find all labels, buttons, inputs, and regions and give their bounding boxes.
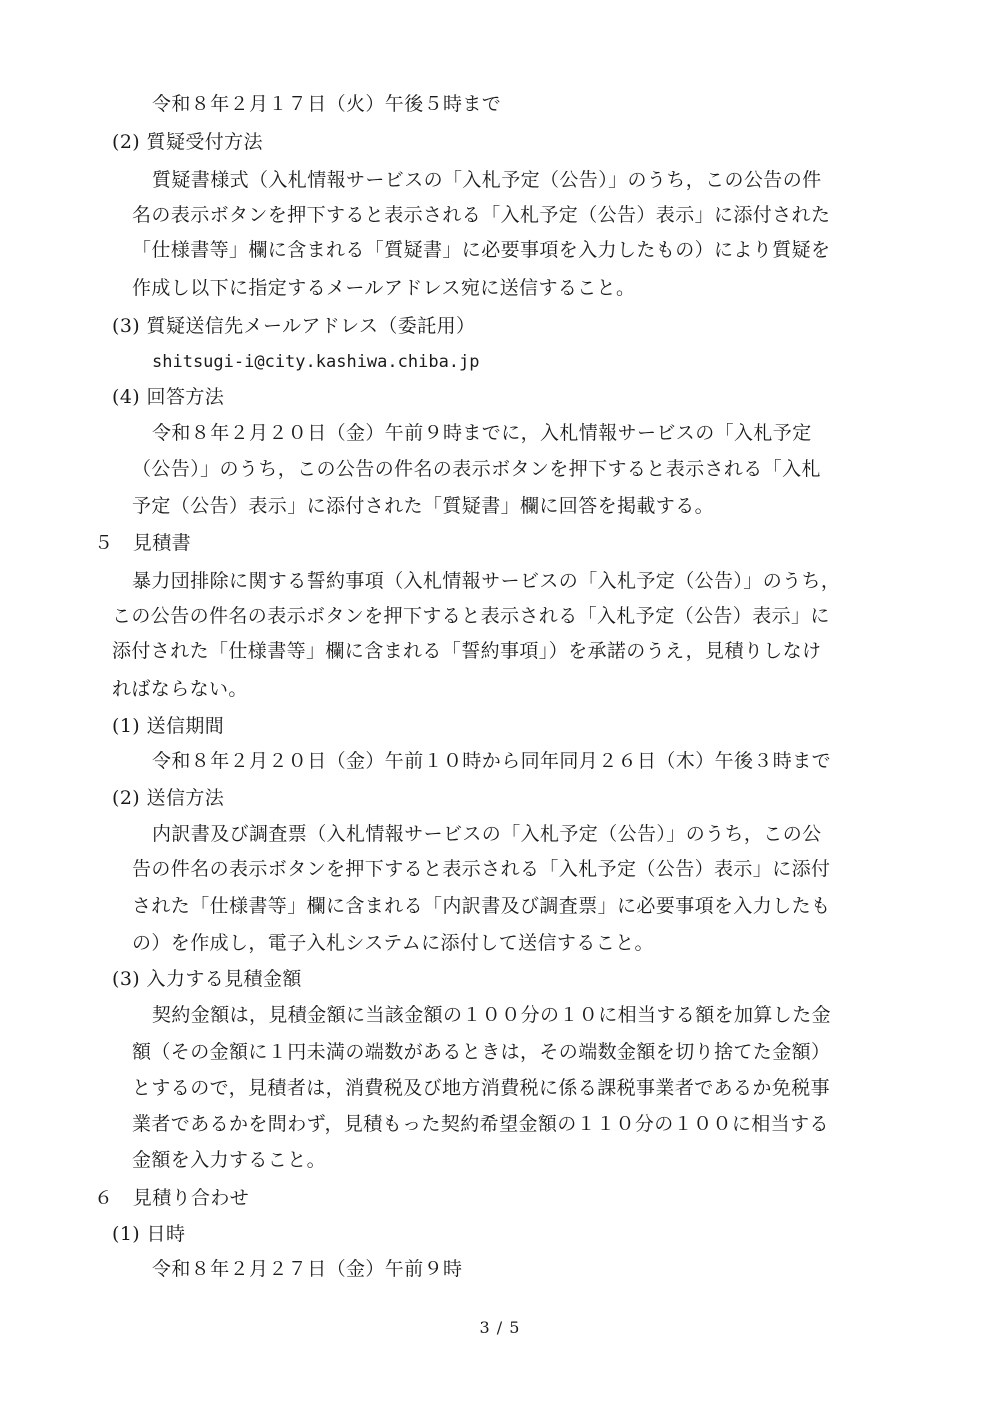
text-line: 業者であるかを問わず，見積もった契約希望金額の１１０分の１００に相当する [132, 1113, 829, 1135]
text-line: 予定（公告）表示」に添付された「質疑書」欄に回答を掲載する。 [132, 495, 715, 517]
text-line: （公告）」のうち，この公告の件名の表示ボタンを押下すると表示される「入札 [132, 458, 821, 480]
text-line: 「仕様書等」欄に含まれる「質疑書」に必要事項を入力したもの）により質疑を [132, 239, 831, 261]
text-line: の）を作成し，電子入札システムに添付して送信すること。 [132, 932, 654, 954]
text-line: この公告の件名の表示ボタンを押下すると表示される「入札予定（公告）表示」に [112, 605, 830, 627]
text-line: 額（その金額に１円未満の端数があるときは，その端数金額を切り捨てた金額） [132, 1041, 831, 1063]
sub-heading: (1) 送信期間 [112, 715, 225, 737]
sub-heading: (4) 回答方法 [112, 386, 225, 408]
email-address: shitsugi-i@city.kashiwa.chiba.jp [152, 352, 480, 372]
text-line: 金額を入力すること。 [132, 1149, 327, 1171]
text-line: 内訳書及び調査票（入札情報サービスの「入札予定（公告）」のうち，この公 [152, 823, 822, 845]
sub-heading: (1) 日時 [112, 1223, 186, 1245]
text-line: 契約金額は，見積金額に当該金額の１００分の１０に相当する額を加算した金 [152, 1004, 832, 1026]
sub-heading: (3) 質疑送信先メールアドレス（委託用） [112, 315, 476, 337]
sub-heading: (2) 送信方法 [112, 787, 225, 809]
text-line: ればならない。 [112, 678, 248, 700]
text-line: された「仕様書等」欄に含まれる「内訳書及び調査票」に必要事項を入力したも [132, 895, 831, 917]
text-line: とするので，見積者は，消費税及び地方消費税に係る課税事業者であるか免税事 [132, 1077, 831, 1099]
text-line: 質疑書様式（入札情報サービスの「入札予定（公告）」のうち，この公告の件 [152, 169, 822, 191]
text-line: 令和８年２月２０日（金）午前９時までに，入札情報サービスの「入札予定 [152, 422, 812, 444]
text-line: 告の件名の表示ボタンを押下すると表示される「入札予定（公告）表示」に添付 [132, 858, 831, 880]
section-heading: ５ 見積書 [94, 532, 192, 554]
text-line: 添付された「仕様書等」欄に含まれる「誓約事項」）を承諾のうえ，見積りしなけ [112, 640, 822, 662]
text-line: 名の表示ボタンを押下すると表示される「入札予定（公告）表示」に添付された [132, 204, 831, 226]
text-line: 作成し以下に指定するメールアドレス宛に送信すること。 [132, 277, 636, 299]
sub-heading: (3) 入力する見積金額 [112, 968, 302, 990]
text-line: 令和８年２月２０日（金）午前１０時から同年同月２６日（木）午後３時まで [152, 750, 832, 772]
text-line: 暴力団排除に関する誓約事項（入札情報サービスの「入札予定（公告）」のうち， [132, 570, 841, 592]
section-heading: ６ 見積り合わせ [94, 1187, 250, 1209]
page-number: 3 / 5 [479, 1318, 521, 1337]
text-line: 令和８年２月１７日（火）午後５時まで [152, 93, 502, 115]
text-line: 令和８年２月２７日（金）午前９時 [152, 1258, 463, 1280]
sub-heading: (2) 質疑受付方法 [112, 131, 263, 153]
